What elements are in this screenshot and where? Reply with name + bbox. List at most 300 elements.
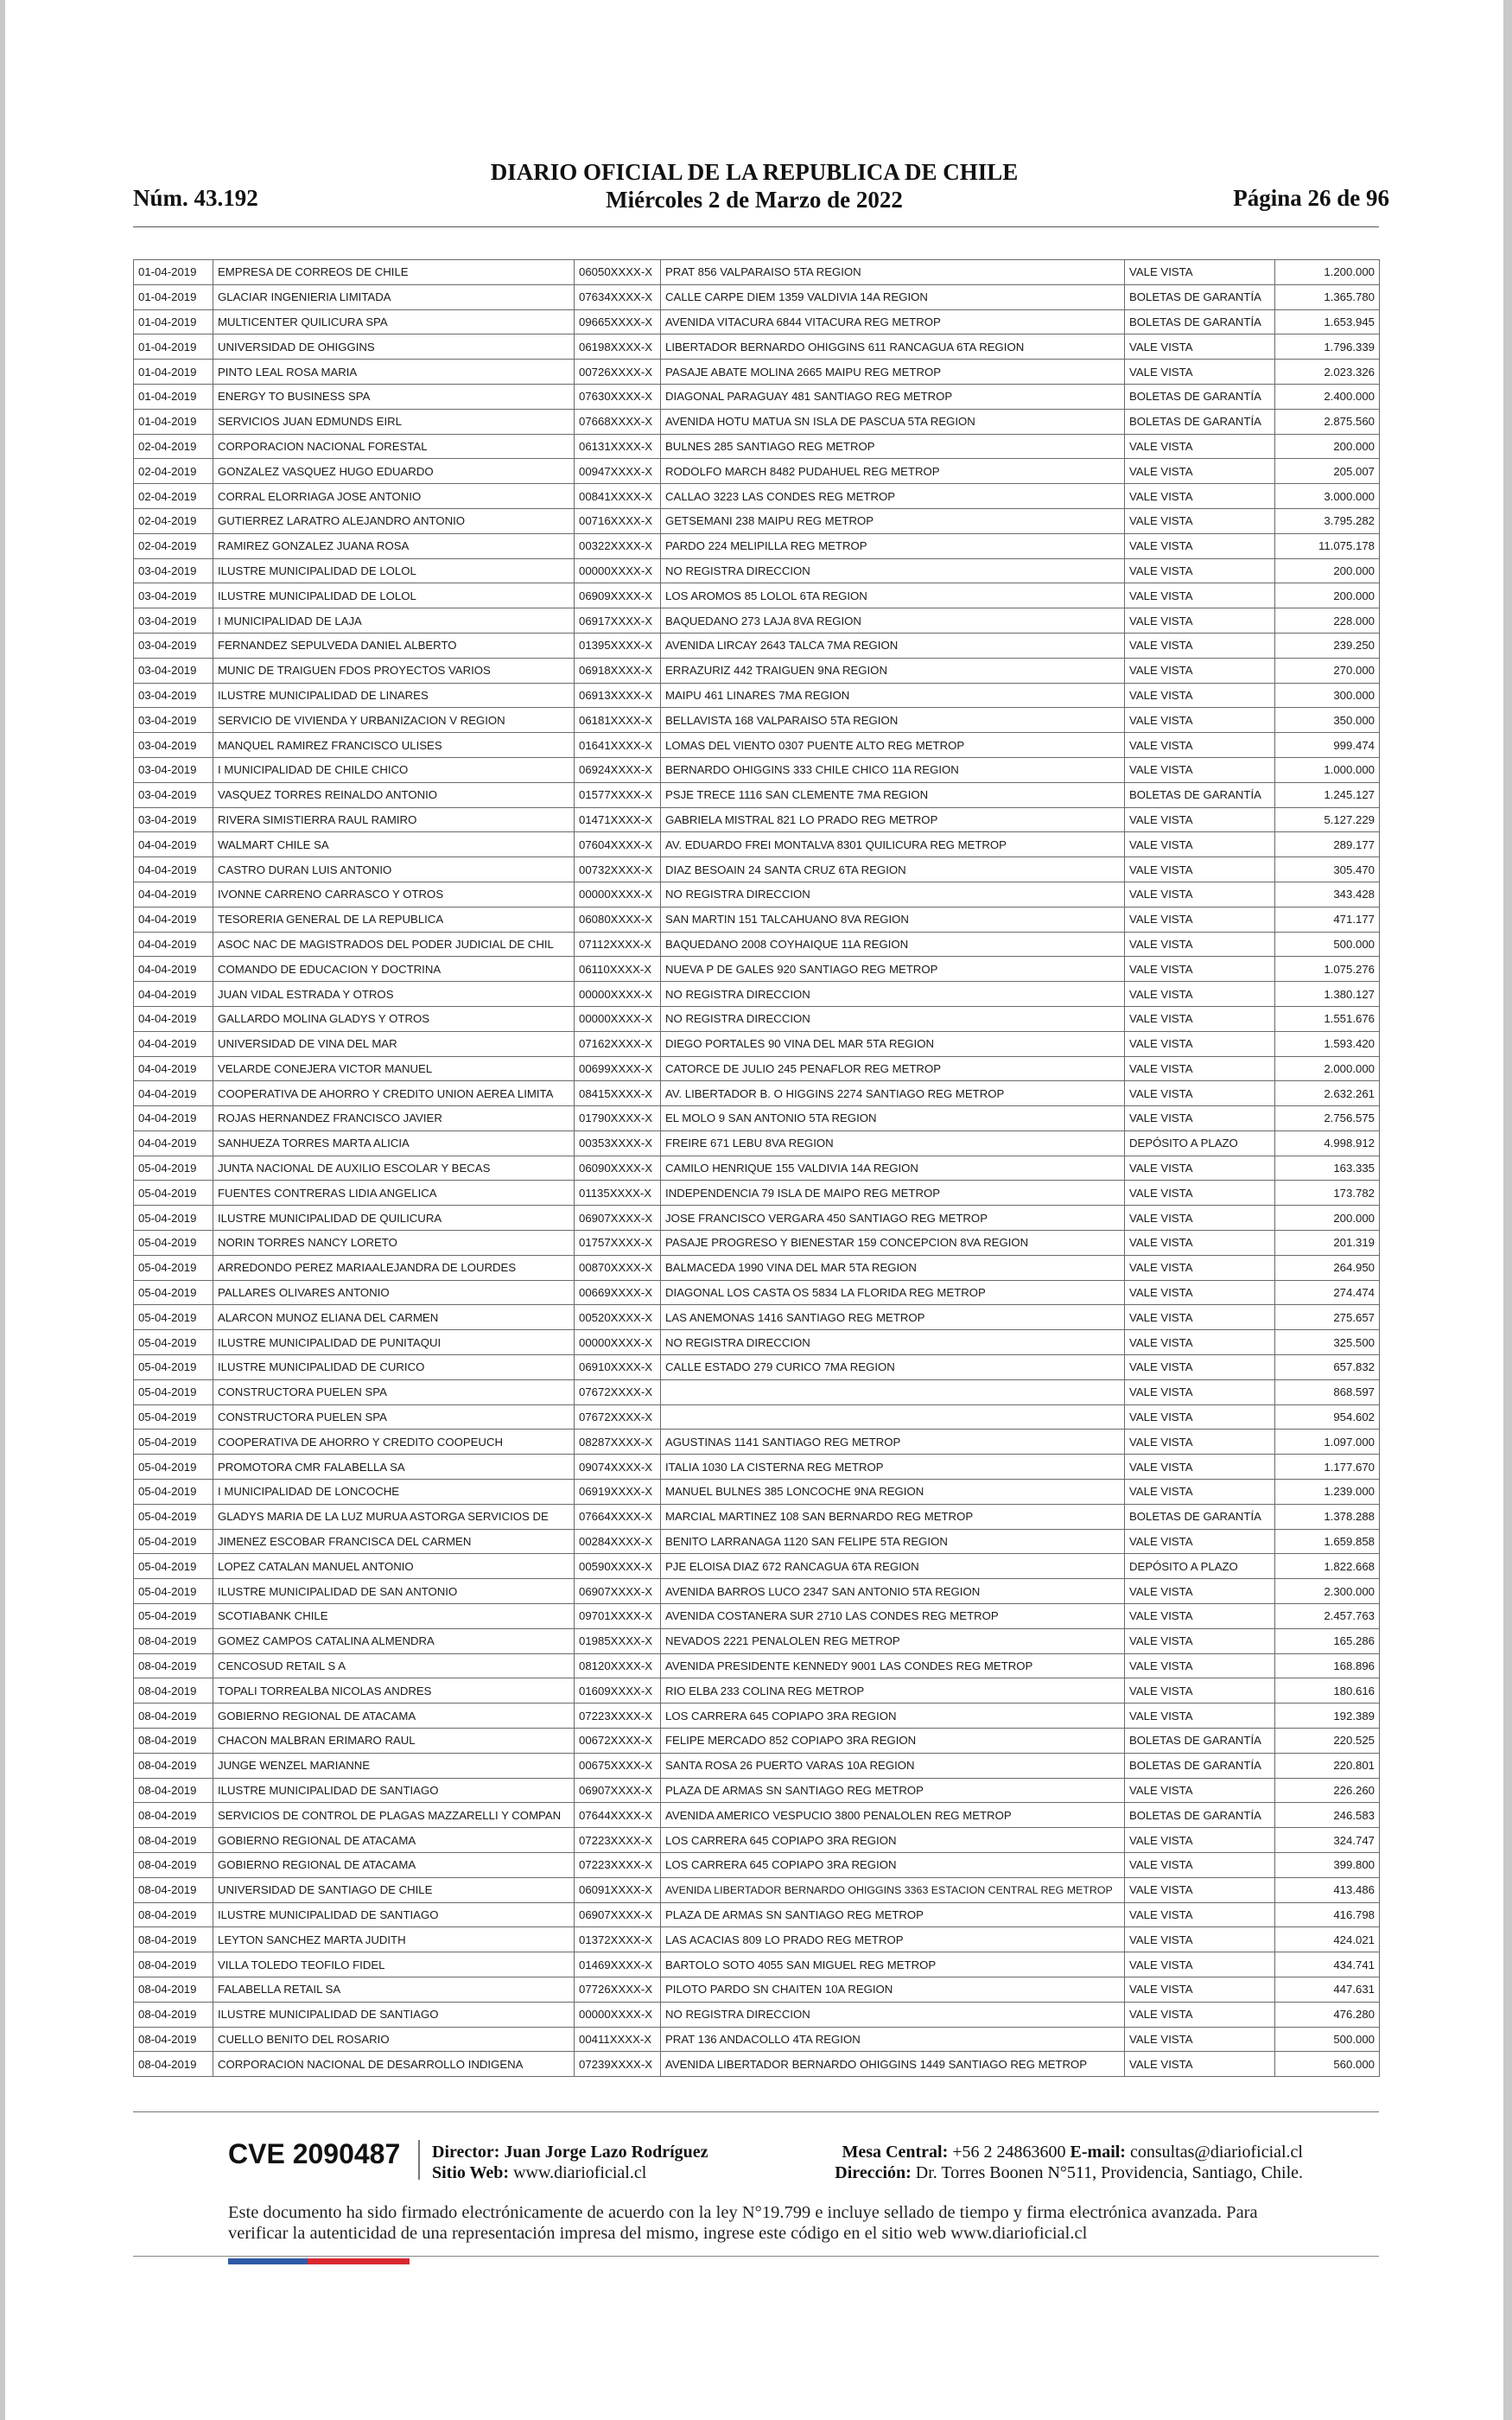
row-name: TOPALI TORREALBA NICOLAS ANDRES [213,1678,575,1704]
row-name: UNIVERSIDAD DE SANTIAGO DE CHILE [213,1877,575,1902]
table-row [134,882,1380,907]
row-rut: 06907XXXX-X [575,1579,661,1604]
row-date: 08-04-2019 [134,1877,213,1902]
flag-stripe [228,2258,410,2264]
table-row [134,508,1380,533]
row-name: GALLARDO MOLINA GLADYS Y OTROS [213,1006,575,1031]
row-document-type: VALE VISTA [1125,1255,1275,1280]
row-name: SANHUEZA TORRES MARTA ALICIA [213,1130,575,1156]
row-address: CALLE ESTADO 279 CURICO 7MA REGION [661,1355,1125,1380]
table-row [134,360,1380,385]
row-date: 08-04-2019 [134,1803,213,1828]
row-date: 08-04-2019 [134,2052,213,2077]
email-label: E-mail: [1070,2143,1126,2162]
table-row [134,957,1380,982]
row-rut: 01135XXXX-X [575,1181,661,1206]
row-date: 08-04-2019 [134,1927,213,1952]
row-name: IVONNE CARRENO CARRASCO Y OTROS [213,882,575,907]
row-document-type: VALE VISTA [1125,1404,1275,1430]
row-date: 01-04-2019 [134,309,213,334]
row-document-type: VALE VISTA [1125,757,1275,782]
row-address [661,1404,1125,1430]
row-amount: 264.950 [1275,1255,1380,1280]
row-rut: 07604XXXX-X [575,832,661,857]
row-name: SCOTIABANK CHILE [213,1604,575,1629]
row-amount: 434.741 [1275,1952,1380,1977]
row-amount: 476.280 [1275,2002,1380,2027]
row-address: NO REGISTRA DIRECCION [661,558,1125,583]
row-amount: 163.335 [1275,1156,1380,1181]
row-amount: 239.250 [1275,633,1380,658]
row-document-type: VALE VISTA [1125,1480,1275,1505]
row-amount: 1.659.858 [1275,1529,1380,1554]
row-rut: 01372XXXX-X [575,1927,661,1952]
row-rut: 06907XXXX-X [575,1902,661,1927]
row-date: 08-04-2019 [134,1853,213,1878]
table-row [134,2027,1380,2052]
row-date: 05-04-2019 [134,1156,213,1181]
table-row [134,1156,1380,1181]
header-divider [133,226,1379,227]
row-address: NO REGISTRA DIRECCION [661,1330,1125,1355]
row-name: ENERGY TO BUSINESS SPA [213,384,575,409]
row-amount: 200.000 [1275,434,1380,459]
row-document-type: VALE VISTA [1125,932,1275,957]
row-address: NO REGISTRA DIRECCION [661,882,1125,907]
table-row [134,857,1380,882]
row-document-type: VALE VISTA [1125,1927,1275,1952]
row-address: NUEVA P DE GALES 920 SANTIAGO REG METROP [661,957,1125,982]
row-rut: 01757XXXX-X [575,1231,661,1256]
table-row [134,1877,1380,1902]
table-row [134,1678,1380,1704]
row-rut: 08415XXXX-X [575,1081,661,1106]
table-row [134,260,1380,285]
row-document-type: VALE VISTA [1125,882,1275,907]
row-amount: 657.832 [1275,1355,1380,1380]
row-address: PASAJE ABATE MOLINA 2665 MAIPU REG METROP [661,360,1125,385]
row-date: 04-04-2019 [134,932,213,957]
row-name: GOMEZ CAMPOS CATALINA ALMENDRA [213,1628,575,1653]
table-row [134,683,1380,708]
row-document-type: VALE VISTA [1125,2052,1275,2077]
row-address: AVENIDA COSTANERA SUR 2710 LAS CONDES REG METROP [661,1604,1125,1629]
row-document-type: VALE VISTA [1125,1455,1275,1480]
table-row [134,1604,1380,1629]
row-address: PILOTO PARDO SN CHAITEN 10A REGION [661,1977,1125,2002]
row-amount: 1.239.000 [1275,1480,1380,1505]
table-row [134,583,1380,608]
row-amount: 274.474 [1275,1280,1380,1305]
row-address: DIAZ BESOAIN 24 SANTA CRUZ 6TA REGION [661,857,1125,882]
row-name: CORRAL ELORRIAGA JOSE ANTONIO [213,484,575,509]
row-rut: 08120XXXX-X [575,1653,661,1678]
row-date: 08-04-2019 [134,1778,213,1803]
row-rut: 09665XXXX-X [575,309,661,334]
row-document-type: VALE VISTA [1125,1231,1275,1256]
director-name: Juan Jorge Lazo Rodríguez [504,2143,708,2162]
row-rut: 00726XXXX-X [575,360,661,385]
row-document-type: VALE VISTA [1125,1330,1275,1355]
row-address: NEVADOS 2221 PENALOLEN REG METROP [661,1628,1125,1653]
row-amount: 2.400.000 [1275,384,1380,409]
row-address: FREIRE 671 LEBU 8VA REGION [661,1130,1125,1156]
row-address: LOS AROMOS 85 LOLOL 6TA REGION [661,583,1125,608]
row-address: ERRAZURIZ 442 TRAIGUEN 9NA REGION [661,658,1125,683]
row-address: CATORCE DE JULIO 245 PENAFLOR REG METROP [661,1056,1125,1081]
table-row [134,1902,1380,1927]
row-rut: 01790XXXX-X [575,1106,661,1131]
row-rut: 06909XXXX-X [575,583,661,608]
row-amount: 201.319 [1275,1231,1380,1256]
table-row [134,1927,1380,1952]
row-amount: 1.075.276 [1275,957,1380,982]
table-row [134,533,1380,558]
row-document-type: VALE VISTA [1125,2002,1275,2027]
row-address: DIAGONAL PARAGUAY 481 SANTIAGO REG METROP [661,384,1125,409]
row-document-type: VALE VISTA [1125,1031,1275,1056]
row-amount: 350.000 [1275,708,1380,733]
row-address: GABRIELA MISTRAL 821 LO PRADO REG METROP [661,807,1125,832]
row-date: 02-04-2019 [134,484,213,509]
row-address: AVENIDA LIBERTADOR BERNARDO OHIGGINS 3363 ESTACION CENTRAL REG METROP [661,1877,1125,1902]
row-document-type: VALE VISTA [1125,1106,1275,1131]
row-address: FELIPE MERCADO 852 COPIAPO 3RA REGION [661,1729,1125,1754]
row-rut: 07726XXXX-X [575,1977,661,2002]
row-amount: 447.631 [1275,1977,1380,2002]
row-address: AV. EDUARDO FREI MONTALVA 8301 QUILICURA REG METROP [661,832,1125,857]
row-date: 04-04-2019 [134,1031,213,1056]
row-date: 03-04-2019 [134,757,213,782]
row-document-type: VALE VISTA [1125,1604,1275,1629]
director-block [432,2142,708,2183]
row-name: ILUSTRE MUNICIPALIDAD DE QUILICURA [213,1206,575,1231]
table-row [134,1280,1380,1305]
flag-blue-band [228,2258,308,2264]
row-date: 05-04-2019 [134,1579,213,1604]
row-rut: 00000XXXX-X [575,2002,661,2027]
row-name: FERNANDEZ SEPULVEDA DANIEL ALBERTO [213,633,575,658]
table-row [134,309,1380,334]
row-date: 02-04-2019 [134,459,213,484]
table-row [134,1803,1380,1828]
row-address: AV. LIBERTADOR B. O HIGGINS 2274 SANTIAGO REG METROP [661,1081,1125,1106]
row-date: 05-04-2019 [134,1604,213,1629]
table-row [134,708,1380,733]
row-address: RODOLFO MARCH 8482 PUDAHUEL REG METROP [661,459,1125,484]
row-date: 05-04-2019 [134,1330,213,1355]
table-row [134,907,1380,932]
row-name: ARREDONDO PEREZ MARIAALEJANDRA DE LOURDES [213,1255,575,1280]
row-name: LOPEZ CATALAN MANUEL ANTONIO [213,1554,575,1579]
row-date: 04-04-2019 [134,1106,213,1131]
table-row [134,1529,1380,1554]
row-rut: 06924XXXX-X [575,757,661,782]
row-amount: 2.457.763 [1275,1604,1380,1629]
row-address: LOMAS DEL VIENTO 0307 PUENTE ALTO REG METROP [661,733,1125,758]
table-row [134,733,1380,758]
row-rut: 07630XXXX-X [575,384,661,409]
row-date: 08-04-2019 [134,2027,213,2052]
row-rut: 06913XXXX-X [575,683,661,708]
row-amount: 1.380.127 [1275,982,1380,1007]
row-name: GOBIERNO REGIONAL DE ATACAMA [213,1704,575,1729]
row-rut: 06907XXXX-X [575,1778,661,1803]
row-rut: 06918XXXX-X [575,658,661,683]
row-document-type: VALE VISTA [1125,1778,1275,1803]
row-name: CORPORACION NACIONAL DE DESARROLLO INDIGENA [213,2052,575,2077]
row-name: PALLARES OLIVARES ANTONIO [213,1280,575,1305]
table-row [134,1330,1380,1355]
row-document-type: VALE VISTA [1125,1206,1275,1231]
row-rut: 00669XXXX-X [575,1280,661,1305]
table-row [134,409,1380,434]
cve-code: CVE 2090487 [228,2138,401,2169]
table-row [134,558,1380,583]
row-amount: 954.602 [1275,1404,1380,1430]
row-amount: 3.000.000 [1275,484,1380,509]
row-document-type: VALE VISTA [1125,1529,1275,1554]
table-row [134,459,1380,484]
row-address: AVENIDA VITACURA 6844 VITACURA REG METROP [661,309,1125,334]
row-amount: 1.378.288 [1275,1504,1380,1529]
row-amount: 1.365.780 [1275,284,1380,309]
row-name: RIVERA SIMISTIERRA RAUL RAMIRO [213,807,575,832]
row-name: I MUNICIPALIDAD DE LONCOCHE [213,1480,575,1505]
row-date: 08-04-2019 [134,2002,213,2027]
row-amount: 1.796.339 [1275,334,1380,360]
row-address: AVENIDA HOTU MATUA SN ISLA DE PASCUA 5TA REGION [661,409,1125,434]
table-row [134,1977,1380,2002]
row-amount: 246.583 [1275,1803,1380,1828]
row-amount: 2.756.575 [1275,1106,1380,1131]
row-name: MULTICENTER QUILICURA SPA [213,309,575,334]
row-date: 05-04-2019 [134,1455,213,1480]
table-row [134,1355,1380,1380]
site-link[interactable]: www.diarioficial.cl [513,2163,647,2182]
row-date: 01-04-2019 [134,384,213,409]
row-address: PRAT 856 VALPARAISO 5TA REGION [661,260,1125,285]
row-amount: 168.896 [1275,1653,1380,1678]
table-row [134,1952,1380,1977]
row-name: GOBIERNO REGIONAL DE ATACAMA [213,1853,575,1878]
row-document-type: VALE VISTA [1125,807,1275,832]
table-row [134,1853,1380,1878]
row-date: 03-04-2019 [134,658,213,683]
row-document-type: VALE VISTA [1125,1305,1275,1330]
row-amount: 424.021 [1275,1927,1380,1952]
row-document-type: VALE VISTA [1125,1877,1275,1902]
row-name: UNIVERSIDAD DE OHIGGINS [213,334,575,360]
row-amount: 305.470 [1275,857,1380,882]
row-name: PINTO LEAL ROSA MARIA [213,360,575,385]
row-amount: 180.616 [1275,1678,1380,1704]
row-rut: 06910XXXX-X [575,1355,661,1380]
row-amount: 1.097.000 [1275,1430,1380,1455]
row-amount: 416.798 [1275,1902,1380,1927]
row-name: ILUSTRE MUNICIPALIDAD DE SAN ANTONIO [213,1579,575,1604]
row-name: ILUSTRE MUNICIPALIDAD DE SANTIAGO [213,1778,575,1803]
row-rut: 06080XXXX-X [575,907,661,932]
row-rut: 00000XXXX-X [575,882,661,907]
row-name: GUTIERREZ LARATRO ALEJANDRO ANTONIO [213,508,575,533]
row-date: 03-04-2019 [134,733,213,758]
row-date: 04-04-2019 [134,982,213,1007]
row-address: ITALIA 1030 LA CISTERNA REG METROP [661,1455,1125,1480]
row-address: GETSEMANI 238 MAIPU REG METROP [661,508,1125,533]
row-address: BAQUEDANO 2008 COYHAIQUE 11A REGION [661,932,1125,957]
row-date: 03-04-2019 [134,608,213,634]
row-rut: 01469XXXX-X [575,1952,661,1977]
row-rut: 00672XXXX-X [575,1729,661,1754]
row-date: 08-04-2019 [134,1952,213,1977]
row-name: ASOC NAC DE MAGISTRADOS DEL PODER JUDICIAL DE CHIL [213,932,575,957]
row-document-type: BOLETAS DE GARANTÍA [1125,1803,1275,1828]
row-date: 02-04-2019 [134,533,213,558]
email-link[interactable]: consultas@diarioficial.cl [1129,2143,1303,2162]
row-amount: 324.747 [1275,1828,1380,1853]
deposits-table [133,259,1380,2077]
row-name: MUNIC DE TRAIGUEN FDOS PROYECTOS VARIOS [213,658,575,683]
row-name: GONZALEZ VASQUEZ HUGO EDUARDO [213,459,575,484]
row-rut: 00000XXXX-X [575,1330,661,1355]
row-rut: 01609XXXX-X [575,1678,661,1704]
row-amount: 2.000.000 [1275,1056,1380,1081]
row-document-type: VALE VISTA [1125,583,1275,608]
row-date: 04-04-2019 [134,1130,213,1156]
row-name: JUAN VIDAL ESTRADA Y OTROS [213,982,575,1007]
row-document-type: BOLETAS DE GARANTÍA [1125,1753,1275,1778]
row-address: PLAZA DE ARMAS SN SANTIAGO REG METROP [661,1902,1125,1927]
row-name: ILUSTRE MUNICIPALIDAD DE PUNITAQUI [213,1330,575,1355]
row-name: SERVICIOS JUAN EDMUNDS EIRL [213,409,575,434]
row-address: BARTOLO SOTO 4055 SAN MIGUEL REG METROP [661,1952,1125,1977]
table-row [134,484,1380,509]
row-address: PARDO 224 MELIPILLA REG METROP [661,533,1125,558]
row-address: LOS CARRERA 645 COPIAPO 3RA REGION [661,1853,1125,1878]
row-address: AVENIDA AMERICO VESPUCIO 3800 PENALOLEN REG METROP [661,1803,1125,1828]
table-row [134,1753,1380,1778]
row-address: BELLAVISTA 168 VALPARAISO 5TA REGION [661,708,1125,733]
row-name: CUELLO BENITO DEL ROSARIO [213,2027,575,2052]
row-document-type: VALE VISTA [1125,1678,1275,1704]
row-name: ILUSTRE MUNICIPALIDAD DE CURICO [213,1355,575,1380]
row-document-type: VALE VISTA [1125,857,1275,882]
row-date: 05-04-2019 [134,1206,213,1231]
row-address: AGUSTINAS 1141 SANTIAGO REG METROP [661,1430,1125,1455]
table-row [134,1628,1380,1653]
row-date: 01-04-2019 [134,284,213,309]
table-row [134,1031,1380,1056]
row-date: 08-04-2019 [134,1628,213,1653]
row-amount: 471.177 [1275,907,1380,932]
row-document-type: VALE VISTA [1125,957,1275,982]
row-address: PASAJE PROGRESO Y BIENESTAR 159 CONCEPCION 8VA REGION [661,1231,1125,1256]
row-amount: 173.782 [1275,1181,1380,1206]
row-date: 03-04-2019 [134,558,213,583]
table-row [134,2052,1380,2077]
table-row [134,1430,1380,1455]
row-amount: 1.200.000 [1275,260,1380,285]
row-name: FALABELLA RETAIL SA [213,1977,575,2002]
row-date: 03-04-2019 [134,683,213,708]
row-date: 08-04-2019 [134,1704,213,1729]
row-date: 05-04-2019 [134,1529,213,1554]
row-document-type: VALE VISTA [1125,907,1275,932]
row-document-type: VALE VISTA [1125,1006,1275,1031]
row-address: INDEPENDENCIA 79 ISLA DE MAIPO REG METROP [661,1181,1125,1206]
footer-separator [418,2140,420,2180]
row-address: DIAGONAL LOS CASTA OS 5834 LA FLORIDA REG METROP [661,1280,1125,1305]
row-document-type: VALE VISTA [1125,1902,1275,1927]
row-address: SANTA ROSA 26 PUERTO VARAS 10A REGION [661,1753,1125,1778]
row-name: CORPORACION NACIONAL FORESTAL [213,434,575,459]
row-rut: 07634XXXX-X [575,284,661,309]
table-row [134,1778,1380,1803]
row-address: SAN MARTIN 151 TALCAHUANO 8VA REGION [661,907,1125,932]
row-document-type: BOLETAS DE GARANTÍA [1125,409,1275,434]
row-rut: 07162XXXX-X [575,1031,661,1056]
row-document-type: BOLETAS DE GARANTÍA [1125,384,1275,409]
footer-divider [133,2111,1379,2112]
row-amount: 270.000 [1275,658,1380,683]
address-text: Dr. Torres Boonen N°511, Providencia, Santiago, Chile. [915,2163,1303,2182]
row-name: ILUSTRE MUNICIPALIDAD DE LINARES [213,683,575,708]
issue-number: Núm. 43.192 [133,185,258,211]
row-name: I MUNICIPALIDAD DE LAJA [213,608,575,634]
deposits-table-body [134,260,1380,2077]
row-date: 04-04-2019 [134,857,213,882]
row-document-type: VALE VISTA [1125,508,1275,533]
row-address: NO REGISTRA DIRECCION [661,1006,1125,1031]
table-row [134,658,1380,683]
table-row [134,1504,1380,1529]
row-name: UNIVERSIDAD DE VINA DEL MAR [213,1031,575,1056]
row-date: 05-04-2019 [134,1231,213,1256]
row-address: BERNARDO OHIGGINS 333 CHILE CHICO 11A REGION [661,757,1125,782]
table-row [134,757,1380,782]
mesa-label: Mesa Central: [842,2143,949,2162]
row-name: WALMART CHILE SA [213,832,575,857]
row-address: DIEGO PORTALES 90 VINA DEL MAR 5TA REGION [661,1031,1125,1056]
row-date: 04-04-2019 [134,882,213,907]
row-document-type: VALE VISTA [1125,1977,1275,2002]
row-document-type: VALE VISTA [1125,484,1275,509]
row-address: BENITO LARRANAGA 1120 SAN FELIPE 5TA REGION [661,1529,1125,1554]
row-rut: 00675XXXX-X [575,1753,661,1778]
row-date: 05-04-2019 [134,1305,213,1330]
row-amount: 1.551.676 [1275,1006,1380,1031]
row-address: PRAT 136 ANDACOLLO 4TA REGION [661,2027,1125,2052]
row-document-type: VALE VISTA [1125,360,1275,385]
row-address: CALLE CARPE DIEM 1359 VALDIVIA 14A REGION [661,284,1125,309]
row-document-type: VALE VISTA [1125,1056,1275,1081]
row-name: COOPERATIVA DE AHORRO Y CREDITO COOPEUCH [213,1430,575,1455]
row-rut: 07223XXXX-X [575,1853,661,1878]
row-name: MANQUEL RAMIREZ FRANCISCO ULISES [213,733,575,758]
row-amount: 560.000 [1275,2052,1380,2077]
table-row [134,1181,1380,1206]
row-address: AVENIDA BARROS LUCO 2347 SAN ANTONIO 5TA REGION [661,1579,1125,1604]
row-document-type: DEPÓSITO A PLAZO [1125,1130,1275,1156]
issue-date: Miércoles 2 de Marzo de 2022 [606,187,903,213]
row-rut: 00699XXXX-X [575,1056,661,1081]
table-row [134,1130,1380,1156]
row-amount: 289.177 [1275,832,1380,857]
row-address: AVENIDA LIBERTADOR BERNARDO OHIGGINS 1449 SANTIAGO REG METROP [661,2052,1125,2077]
row-address: PLAZA DE ARMAS SN SANTIAGO REG METROP [661,1778,1125,1803]
row-document-type: VALE VISTA [1125,1430,1275,1455]
